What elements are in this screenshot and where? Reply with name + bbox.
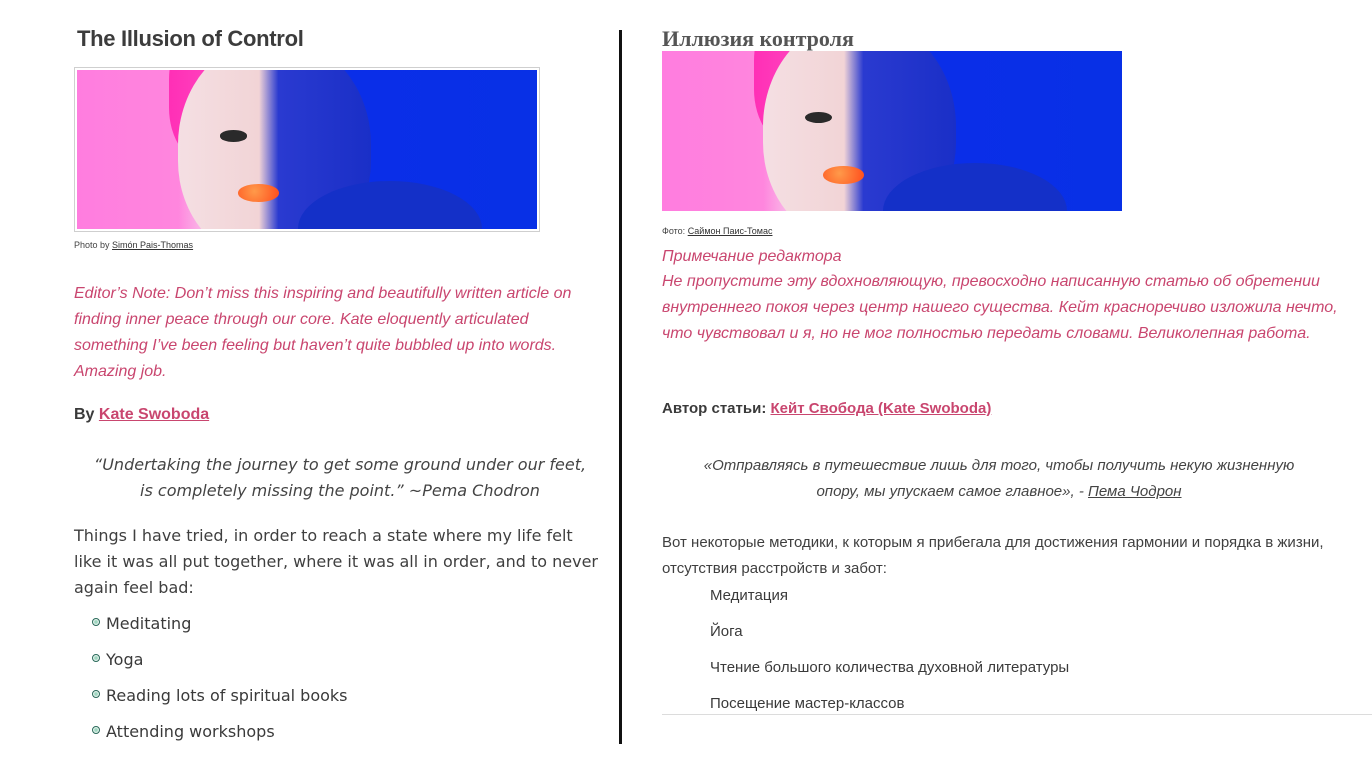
quote-author-link[interactable]: Пема Чодрон (1088, 483, 1182, 500)
editor-note-russian: Не пропустите эту вдохновляющую, превосходно написанную статью об обретении внутреннего покоя через центр нашего существа. Кейт красноречиво изложила нечто, что чувствовал и я, но не мог полностью передать словами. Великолепная работа. (662, 273, 1338, 342)
methods-list-russian (710, 587, 1069, 731)
list-item-label: Йога (710, 623, 743, 640)
photo-credit-prefix: Photo by (74, 240, 113, 250)
bullet-icon (92, 690, 100, 698)
page-title-russian: Иллюзия контроля (662, 26, 854, 51)
hero-lips-shape (238, 184, 279, 201)
quote-line-1: «Отправляясь в путешествие лишь для того, чтобы получить некую жизненную (703, 457, 1295, 474)
list-item (92, 614, 348, 650)
list-item (92, 686, 348, 722)
column-divider (619, 30, 622, 744)
list-item (92, 650, 348, 686)
list-item-label: Yoga (106, 650, 144, 669)
list-item-label: Чтение большого количества духовной литературы (710, 659, 1070, 676)
hero-eye-shape (220, 130, 248, 141)
intro-paragraph-russian: Вот некоторые методики, к которым я прибегала для достижения гармонии и порядка в жизни, отсутствия расстройств и забот: (662, 534, 1324, 577)
byline-russian (662, 400, 991, 417)
photo-credit-russian (662, 226, 772, 236)
list-item (92, 722, 348, 758)
quote-line-1: “Undertaking the journey to get some ground under our feet, (93, 455, 587, 474)
hero-image-english (77, 70, 537, 229)
hero-eye-shape (805, 112, 833, 123)
editor-note-heading-russian: Примечание редактора (662, 248, 842, 265)
list-item-label: Meditating (106, 614, 192, 633)
list-item-label: Посещение мастер-классов (710, 695, 905, 712)
author-link[interactable]: Кейт Свобода (Kate Swoboda) (770, 400, 992, 417)
photo-author-link[interactable]: Саймон Паис-Томас (687, 226, 773, 236)
page-title-english: The Illusion of Control (77, 26, 304, 51)
hero-image-russian (662, 51, 1122, 211)
hero-image-frame-english (74, 67, 540, 232)
by-label: By (74, 406, 95, 423)
list-item-label: Reading lots of spiritual books (106, 686, 348, 705)
bullet-icon (92, 726, 100, 734)
list-item (710, 587, 1069, 623)
methods-list-english (92, 614, 348, 758)
hero-lips-shape (823, 166, 864, 184)
quote-line-2 (662, 479, 1336, 505)
photo-author-link[interactable]: Simón Pais-Thomas (112, 240, 194, 250)
byline-english (74, 406, 209, 424)
by-label: Автор статьи: (662, 400, 767, 417)
list-item-label: Медитация (710, 587, 788, 604)
quote-english (74, 452, 606, 504)
list-item (710, 623, 1069, 659)
quote-russian (662, 453, 1336, 505)
quote-line-2-text: опору, мы упускаем самое главное», - (816, 483, 1088, 500)
author-link[interactable]: Kate Swoboda (98, 406, 210, 423)
list-item (710, 695, 1069, 731)
photo-credit-prefix: Фото: (662, 226, 688, 236)
bullet-icon (92, 618, 100, 626)
editor-note-english: Editor’s Note: Don’t miss this inspiring and beautifully written article on finding inner peace through our core. Kate eloquently articulated something I’ve been feeling but haven’t quite bubbled up into words. Amazing job. (74, 285, 572, 380)
intro-paragraph-english: Things I have tried, in order to reach a state where my life felt like it was all put together, where it was all in order, and to never again feel bad: (74, 526, 598, 597)
list-item (710, 659, 1069, 695)
horizontal-rule (662, 714, 1372, 715)
list-item-label: Attending workshops (106, 722, 275, 741)
quote-line-2: is completely missing the point.” ~Pema Chodron (140, 481, 540, 500)
photo-credit-english (74, 240, 193, 250)
bullet-icon (92, 654, 100, 662)
